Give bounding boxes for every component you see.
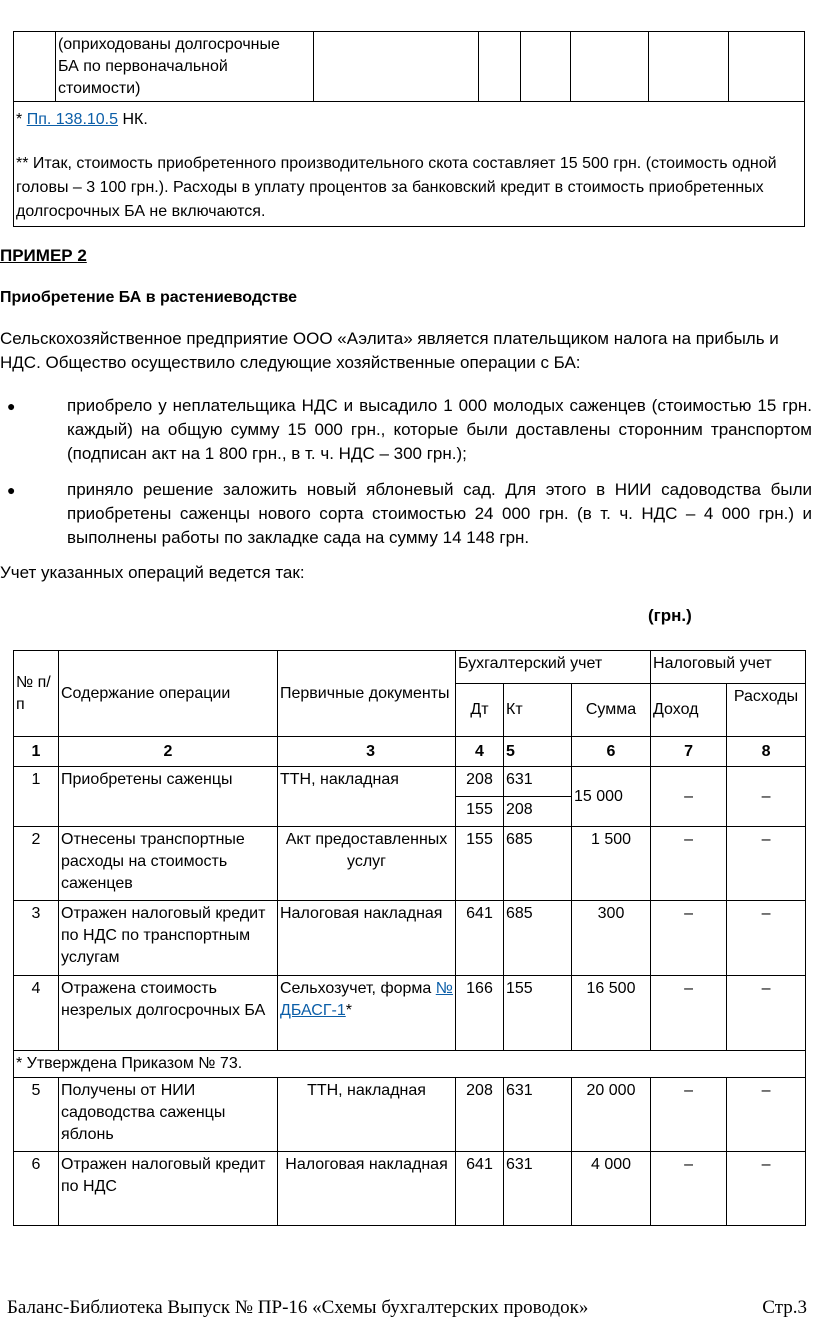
- header-tax: Налоговый учет: [651, 651, 806, 684]
- column-number-row: 1 2 3 4 5 6 7 8: [14, 737, 806, 767]
- bullet-icon: ●: [7, 398, 16, 414]
- table-row: 5 Получены от НИИ садоводства саженцы яблонь ТТН, накладная 208 631 20 000 – –: [14, 1078, 806, 1152]
- bullet-item: [0, 478, 812, 550]
- unit-label: (грн.): [648, 606, 692, 625]
- bullet-text: приняло решение заложить новый яблоневый сад. Для этого в НИИ садоводства были приобретены саженцы нового сорта стоимостью 24 000 грн. (в т. ч. НДС – 4 000 грн.) и выполнены работы по закладке сада на сумму 14 148 грн.: [67, 480, 812, 547]
- table-row: 4 Отражена стоимость незрелых долгосрочных БА Сельхозучет, форма № ДБАСГ-1* 166 155 16 500 – –: [14, 976, 806, 1051]
- table-row: 6 Отражен налоговый кредит по НДС Налоговая накладная 641 631 4 000 – –: [14, 1152, 806, 1226]
- intro-paragraph: Сельскохозяйственное предприятие ООО «Аэлита» является плательщиком налога на прибыль и НДС. Общество осуществило следующие хозяйственные операции с БА:: [0, 329, 779, 372]
- summary-note: ** Итак, стоимость приобретенного производительного скота составляет 15 500 грн. (стоимость одной головы – 3 100 грн.). Расходы в уплату процентов за банковский кредит в стоимость приобретенных долгосрочных БА не включаются.: [16, 155, 777, 220]
- header-expenses: Расходы: [727, 684, 806, 737]
- continuation-row: [14, 32, 805, 102]
- continuation-text: (оприходованы долгосрочные БА по первоначальной стоимости): [55, 32, 313, 102]
- header-row: [14, 651, 806, 684]
- header-docs: Первичные документы: [278, 651, 456, 737]
- section-title: Приобретение БА в растениеводстве: [0, 289, 298, 306]
- header-dt: Дт: [456, 684, 504, 737]
- accounting-note: Учет указанных операций ведется так:: [0, 563, 305, 582]
- form-link[interactable]: № ДБАСГ-1: [280, 980, 453, 1019]
- footnote-line: * Пп. 138.10.5 НК.: [16, 111, 148, 128]
- table-footnote-row: [14, 1051, 806, 1078]
- accounting-table: [13, 650, 806, 1226]
- header-content: Содержание операции: [59, 651, 278, 737]
- table-row: 3 Отражен налоговый кредит по НДС по транспортным услугам Налоговая накладная 641 685 300 – –: [14, 901, 806, 976]
- bullet-icon: ●: [7, 482, 16, 498]
- table-subrow: 155 208: [14, 797, 806, 827]
- page-number: Стр.3: [762, 1297, 807, 1318]
- footer-publication: Баланс-Библиотека Выпуск № ПР-16 «Схемы бухгалтерских проводок»: [7, 1297, 589, 1318]
- example-title: ПРИМЕР 2: [0, 246, 87, 265]
- page-footer: [7, 1297, 807, 1319]
- header-accounting: Бухгалтерский учет: [456, 651, 651, 684]
- header-num: № п/п: [14, 651, 59, 737]
- continuation-table: [13, 31, 805, 227]
- bullet-text: приобрело у неплательщика НДС и высадило 1 000 молодых саженцев (стоимостью 15 грн. каждый) на общую сумму 15 000 грн., которые были доставлены сторонним транспортом (подписан акт на 1 800 грн., в т. ч. НДС – 300 грн.);: [67, 396, 812, 463]
- tax-code-link[interactable]: Пп. 138.10.5: [26, 111, 119, 128]
- notes-row: [14, 102, 805, 227]
- header-sum: Сумма: [572, 684, 651, 737]
- header-kt: Кт: [504, 684, 572, 737]
- table-row: 1 Приобретены саженцы ТТН, накладная 208 631 15 000 – –: [14, 767, 806, 797]
- notes-cell: [14, 102, 805, 227]
- table-footnote: * Утверждена Приказом № 73.: [14, 1051, 806, 1078]
- bullet-item: [0, 394, 812, 466]
- table-row: 2 Отнесены транспортные расходы на стоимость саженцев Акт предоставленных услуг 155 685 1 500 – –: [14, 827, 806, 901]
- header-income: Доход: [651, 684, 727, 737]
